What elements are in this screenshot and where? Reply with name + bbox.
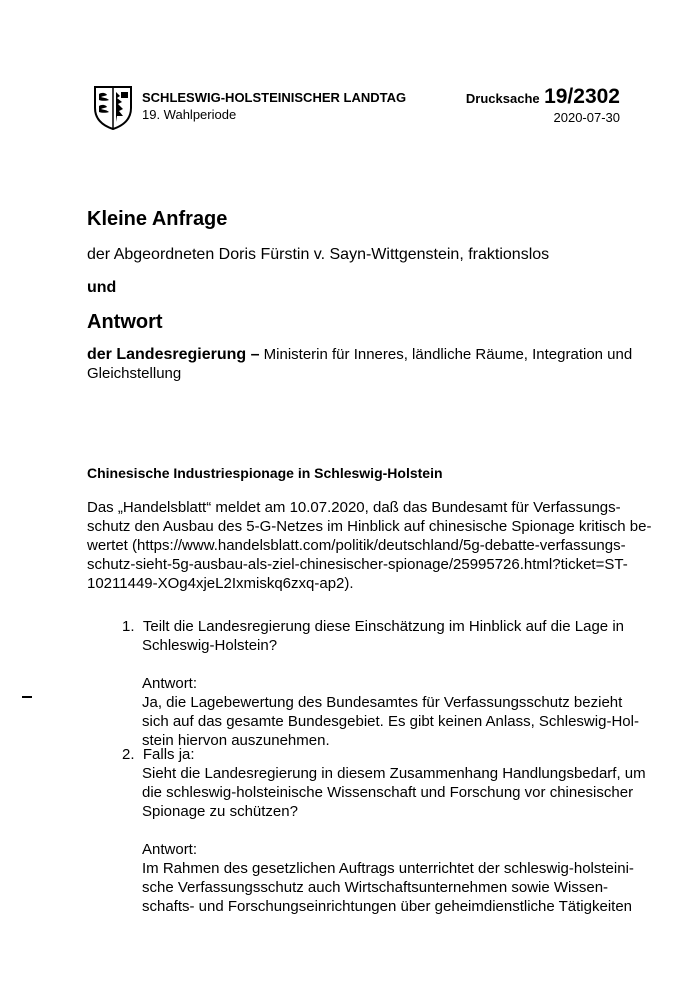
landesregierung-label: der Landesregierung – <box>87 346 260 363</box>
answer-text: stein hiervon auszunehmen. <box>142 732 330 749</box>
answer-label: Antwort: <box>142 841 198 858</box>
answer-text: Im Rahmen des gesetzlichen Auftrags unterrichtet der schleswig-holsteini- <box>142 860 634 877</box>
answer-label: Antwort: <box>142 675 198 692</box>
question-1 <box>122 617 639 750</box>
author-line: der Abgeordneten Doris Fürstin v. Sayn-Wittgenstein, fraktionslos <box>87 246 550 263</box>
subject-heading: Chinesische Industriespionage in Schleswig-Holstein <box>87 465 443 481</box>
legislative-period: 19. Wahlperiode <box>142 107 237 122</box>
intro-line: 10211449-XOg4xjeL2Ixmiskq6zxq-ap2). <box>87 575 354 592</box>
schleswig-holstein-crest-icon <box>92 84 134 130</box>
answer-text: schafts- und Forschungseinrichtungen über geheimdienstliche Tätigkeiten <box>142 898 633 915</box>
heading-antwort: Antwort <box>87 311 163 333</box>
intro-line: schutz-sieht-5g-ausbau-als-ziel-chinesischer-spionage/25995726.html?ticket=ST- <box>87 556 628 573</box>
drucksache-block <box>466 85 620 125</box>
intro-line: Das „Handelsblatt“ meldet am 10.07.2020, daß das Bundesamt für Verfassungs- <box>87 499 621 516</box>
ministry-line-1 <box>87 346 632 364</box>
drucksache-number: 19/2302 <box>544 85 620 108</box>
drucksache-label: Drucksache <box>465 91 540 106</box>
margin-mark <box>22 696 32 698</box>
question-number: 2. <box>122 746 135 763</box>
ministry-name: Ministerin für Inneres, ländliche Räume, Integration und <box>259 346 633 363</box>
question-text: die schleswig-holsteinische Wissenschaft und Forschung vor chinesischer <box>142 784 634 801</box>
answer-text: Ja, die Lagebewertung des Bundesamtes für Verfassungsschutz bezieht <box>142 694 623 711</box>
question-text: Teilt die Landesregierung diese Einschätzung im Hinblick auf die Lage in <box>142 618 624 635</box>
question-2 <box>122 745 646 916</box>
intro-paragraph <box>87 498 652 593</box>
intro-line: wertet (https://www.handelsblatt.com/politik/deutschland/5g-debatte-verfassungs- <box>87 537 626 554</box>
answer-text: sich auf das gesamte Bundesgebiet. Es gibt keinen Anlass, Schleswig-Hol- <box>142 713 639 730</box>
question-number: 1. <box>122 618 135 635</box>
answer-text: sche Verfassungsschutz auch Wirtschaftsunternehmen sowie Wissen- <box>142 879 609 896</box>
institution-name: SCHLESWIG-HOLSTEINISCHER LANDTAG <box>142 90 407 105</box>
ministry-line-2: Gleichstellung <box>87 365 182 382</box>
question-text: Schleswig-Holstein? <box>142 637 278 654</box>
intro-line: schutz den Ausbau des 5-G-Netzes im Hinblick auf chinesische Spionage kritisch be- <box>87 518 652 535</box>
heading-kleine-anfrage: Kleine Anfrage <box>87 208 228 230</box>
question-text: Falls ja: <box>142 746 195 763</box>
question-text: Spionage zu schützen? <box>142 803 298 820</box>
und-label: und <box>87 279 117 296</box>
document-date: 2020-07-30 <box>553 110 620 125</box>
question-text: Sieht die Landesregierung in diesem Zusammenhang Handlungsbedarf, um <box>142 765 646 782</box>
